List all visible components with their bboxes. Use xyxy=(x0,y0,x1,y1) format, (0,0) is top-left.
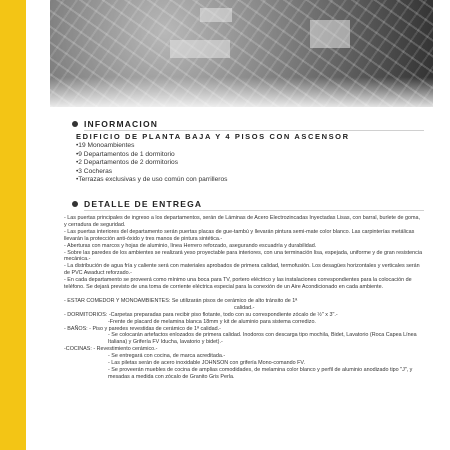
detail-paragraph: -Frente de placard de melamina blanca 18mm y kit de aluminio para sistema corredizo. xyxy=(108,318,316,325)
list-item: •9 Departamentos de 1 dormitorio xyxy=(76,150,175,158)
list-item: •2 Departamentos de 2 dormitorios xyxy=(76,159,178,167)
section-bullet-icon xyxy=(72,121,78,127)
detail-paragraph: - En cada departamento se proveerá como mínimo una boca para TV, portero eléctrico y las instalaciones correspondientes para la colocación de teléfono. Se dejará previsto de una toma de corriente eléctrica especial para la conexión de un Aire Acondicionado en cada ambiente. xyxy=(64,277,412,291)
detail-paragraph: - Sobre las paredes de los ambientes se realizará yeso proyectable para interiores, con una terminación lisa, espejada, uniforme y de gran resistencia mecánica.- xyxy=(64,249,423,263)
list-item: •3 Cocheras xyxy=(76,167,113,175)
building-heading: EDIFICIO DE PLANTA BAJA Y 4 PISOS CON ASCENSOR xyxy=(76,132,350,141)
detail-paragraph: - Se colocarán artefactos enlozados de primera calidad. Inodoros con descarga tipo mochila, Bidet, Lavatorio (Roca Capea Línea Italiana) y Grifería FV Iducha, lavatorio y bidet).- xyxy=(108,332,417,346)
detail-paragraph: - Se entregará con cocina, de marca acreditada.- xyxy=(108,353,226,360)
detail-paragraph: - La distribución de agua fría y caliente será con materiales aprobados de primera calidad, termofusión. Los desagües horizontales y verticales serán de PVC Awaduct reforzado.- xyxy=(64,263,420,277)
detail-paragraph: - Las puertas interiores del departamento serán puertas placas de gue-tambú y llevarán pintura semi-mate color blanco. Las carpinterías metálicas llevarán la protección anti-óxido y tres manos de pintura sintética.- xyxy=(64,228,415,242)
detail-paragraph: -COCINAS: - Revestimiento cerámico.- xyxy=(64,346,158,353)
section-divider xyxy=(84,210,424,211)
detail-paragraph xyxy=(64,291,424,298)
building-features-list xyxy=(76,142,227,185)
detail-paragraph: - Aberturas con marcos y hojas de aluminio, línea Herrero reforzado, asegurando escuadría y durabilidad. xyxy=(64,242,317,249)
delivery-details-text xyxy=(64,215,424,381)
list-item: •Terrazas exclusivas y de uso común con parrilleros xyxy=(76,176,228,184)
detail-paragraph: calidad.- xyxy=(234,304,255,311)
section-title-detalle: DETALLE DE ENTREGA xyxy=(84,199,203,209)
section-title-informacion: INFORMACION xyxy=(84,119,159,129)
detail-paragraph: - Las puertas principales de ingreso a los departamentos, serán de Láminas de Acero Electrozincadas Inyectadas Lisas, con barral, burlete de goma, y cerradura de seguridad. xyxy=(64,215,420,228)
detail-paragraph: - Las piletas serán de acero inoxidable JOHNSON con grifería Mono-comando FV. xyxy=(108,360,305,367)
list-item: •19 Monoambientes xyxy=(76,142,135,149)
detail-paragraph: - BAÑOS: - Piso y paredes revestidas de cerámico de 1ª calidad.- xyxy=(64,325,221,332)
section-divider xyxy=(84,130,424,131)
detail-paragraph: - ESTAR COMEDOR Y MONOAMBIENTES: Se utilizarán pisos de cerámico de alto tránsito de 1ª xyxy=(64,297,298,304)
detail-paragraph: - DORMITORIOS: -Carpetas preparadas para recibir piso flotante, todo con su correspondiente zócalo de ½" x 3".- xyxy=(64,311,338,318)
aerial-city-photo xyxy=(50,0,433,107)
section-bullet-icon xyxy=(72,201,78,207)
detail-paragraph: - Se proveerán muebles de cocina de amplias comodidades, de melamina color blanco y perfil de aluminio anodizado tipo "J", y mesadas a medida con zócalo de Granito Gris Perla. xyxy=(108,366,413,380)
